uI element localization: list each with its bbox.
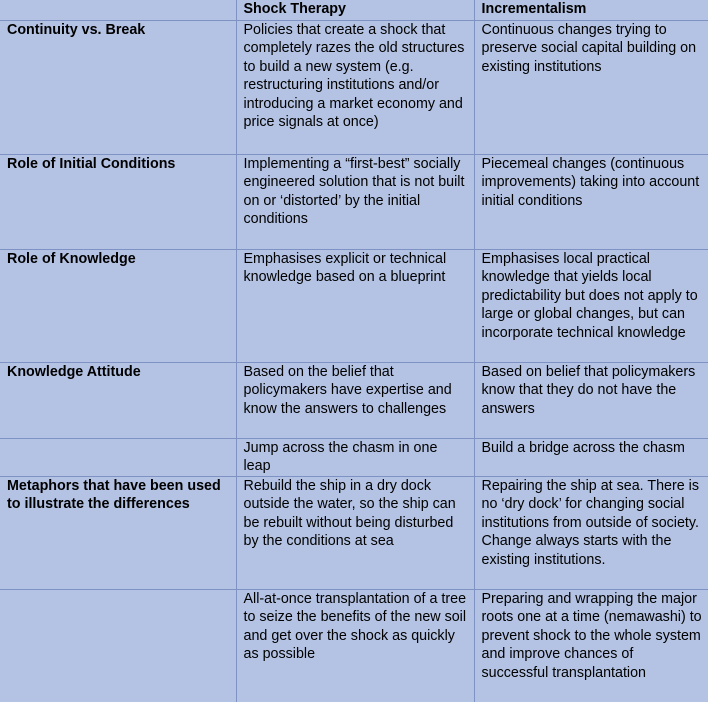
row-label xyxy=(0,438,236,476)
row-label: Continuity vs. Break xyxy=(0,20,236,154)
header-shock-therapy: Shock Therapy xyxy=(236,0,474,20)
row-label xyxy=(0,589,236,702)
shock-therapy-cell: Policies that create a shock that completely razes the old structures to build a new system (e.g. restructuring institutions and/or introducing a market economy and price signals at once) xyxy=(236,20,474,154)
table-row xyxy=(0,476,708,589)
shock-therapy-cell: Implementing a “first-best” socially engineered solution that is not built on or ‘distorted’ by the initial conditions xyxy=(236,154,474,249)
shock-therapy-cell: Emphasises explicit or technical knowledge based on a blueprint xyxy=(236,249,474,362)
incrementalism-cell: Repairing the ship at sea. There is no ‘dry dock’ for changing social institutions from outside of society. Change always starts with the existing institutions. xyxy=(474,476,708,589)
row-label: Metaphors that have been used to illustrate the differences xyxy=(0,476,236,589)
incrementalism-cell: Piecemeal changes (continuous improvements) taking into account initial conditions xyxy=(474,154,708,249)
incrementalism-cell: Emphasises local practical knowledge that yields local predictability but does not apply to large or global changes, but can incorporate technical knowledge xyxy=(474,249,708,362)
row-label: Knowledge Attitude xyxy=(0,362,236,438)
header-empty xyxy=(0,0,236,20)
header-row xyxy=(0,0,708,20)
shock-therapy-cell: Rebuild the ship in a dry dock outside the water, so the ship can be rebuilt without being disturbed by the conditions at sea xyxy=(236,476,474,589)
incrementalism-cell: Preparing and wrapping the major roots one at a time (nemawashi) to prevent shock to the whole system and improve chances of successful transplantation xyxy=(474,589,708,702)
row-label: Role of Knowledge xyxy=(0,249,236,362)
incrementalism-cell: Based on belief that policymakers know that they do not have the answers xyxy=(474,362,708,438)
row-label: Role of Initial Conditions xyxy=(0,154,236,249)
table-row xyxy=(0,589,708,702)
incrementalism-cell: Build a bridge across the chasm xyxy=(474,438,708,476)
table-row xyxy=(0,154,708,249)
table-row xyxy=(0,438,708,476)
shock-therapy-cell: All-at-once transplantation of a tree to seize the benefits of the new soil and get over the shock as quickly as possible xyxy=(236,589,474,702)
incrementalism-cell: Continuous changes trying to preserve social capital building on existing institutions xyxy=(474,20,708,154)
table-row xyxy=(0,362,708,438)
shock-therapy-cell: Jump across the chasm in one leap xyxy=(236,438,474,476)
header-incrementalism: Incrementalism xyxy=(474,0,708,20)
shock-therapy-cell: Based on the belief that policymakers have expertise and know the answers to challenges xyxy=(236,362,474,438)
table-row xyxy=(0,20,708,154)
table-row xyxy=(0,249,708,362)
